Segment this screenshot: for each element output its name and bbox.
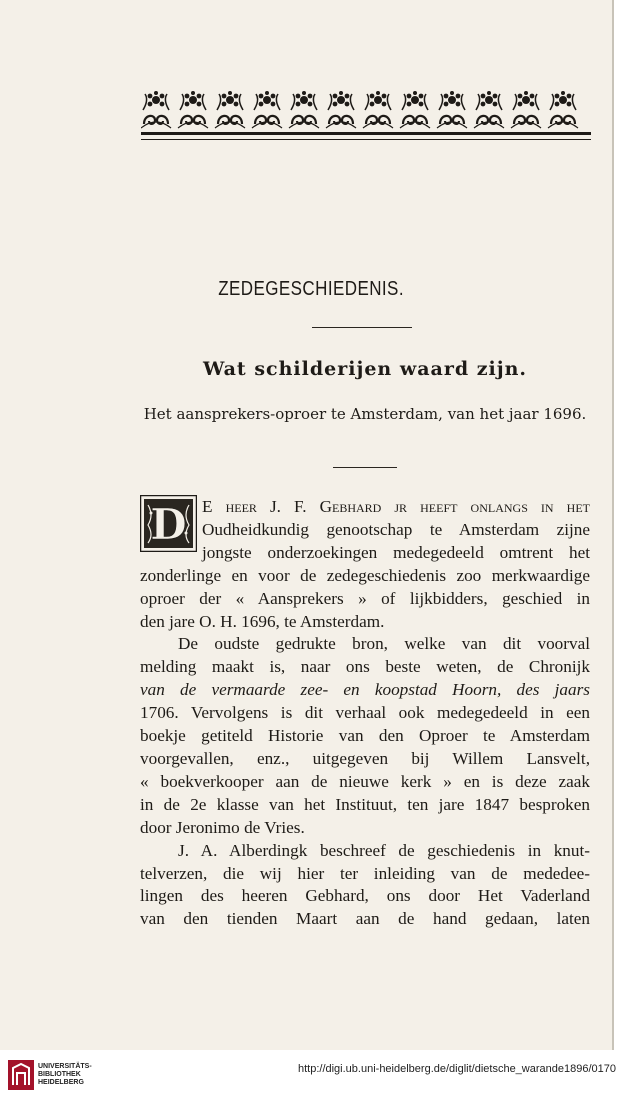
p3-line: van den tienden Maart aan de hand gedaan, laten: [140, 909, 590, 929]
p2-line: voorgevallen, enz., uitgegeven bij Willem Lansvelt,: [140, 748, 590, 768]
p2-line: 1706. Vervolgens is dit verhaal ook medegedeeld in een: [140, 703, 590, 723]
p2-line: « boekverkooper aan de nieuwe kerk » en is deze zaak: [140, 771, 590, 791]
p1-first-line: E heer J. F. Gebhard jr heeft onlangs in het: [202, 497, 590, 516]
section-heading: ZEDEGESCHIEDENIS.: [218, 278, 404, 300]
p2-line: boekje getiteld Historie van den Oproer te Amsterdam: [140, 726, 590, 746]
dropcap-letter: D: [150, 500, 187, 549]
library-name-line: UNIVERSITÄTS-: [38, 1063, 92, 1070]
p1-line: jongste onderzoekingen medegedeeld omtrent het: [202, 542, 590, 562]
library-name-line: BIBLIOTHEK: [38, 1071, 81, 1078]
p3-line: lingen des heeren Gebhard, ons door Het Vaderland: [140, 886, 590, 906]
p3-line: J. A. Alberdingk beschreef de geschiedenis in knut-: [178, 840, 590, 860]
p2-line: melding maakt is, naar ons beste weten, de Chronijk: [140, 657, 590, 677]
source-url[interactable]: http://digi.ub.uni-heidelberg.de/diglit/dietsche_warande1896/0170: [297, 1063, 616, 1075]
library-name-line: HEIDELBERG: [38, 1079, 84, 1086]
p1-line: Oudheidkundig genootschap te Amsterdam zijne: [202, 519, 590, 539]
subtitle-rule: [333, 467, 397, 468]
library-logo-icon: [8, 1060, 34, 1090]
paragraph-2: [140, 633, 590, 839]
p2-line: van de vermaarde zee- en koopstad Hoorn, des jaars: [140, 680, 590, 700]
p2-line: De oudste gedrukte bron, welke van dit voorval: [178, 634, 590, 654]
article-subtitle: [140, 402, 590, 426]
p2-line: in de 2e klasse van het Instituut, ten jare 1847 besproken: [140, 794, 590, 814]
paragraph-1: [140, 496, 590, 565]
p1-line: oproer der « Aansprekers » of lijkbidders, geschied in: [140, 588, 590, 608]
article-title: Wat schilderijen waard zijn.: [202, 358, 528, 380]
body-text: [140, 496, 590, 931]
decorative-header-ornament: [141, 88, 591, 144]
p2-line: door Jeronimo de Vries.: [140, 817, 305, 837]
p1-line: den jare O. H. 1696, te Amsterdam.: [140, 611, 385, 631]
library-name: [38, 1063, 92, 1087]
paragraph-3: [140, 840, 590, 932]
paragraph-1-cont: [140, 565, 590, 634]
heading-rule: [312, 327, 412, 328]
p3-line: telverzen, die wij hier ter inleiding van de mededee-: [140, 863, 590, 883]
p1-line: zonderlinge en voor de zedegeschiedenis zoo merkwaardige: [140, 565, 590, 585]
subtitle-text: Het aansprekers-oproer te Amsterdam, van het jaar 1696.: [143, 405, 587, 423]
